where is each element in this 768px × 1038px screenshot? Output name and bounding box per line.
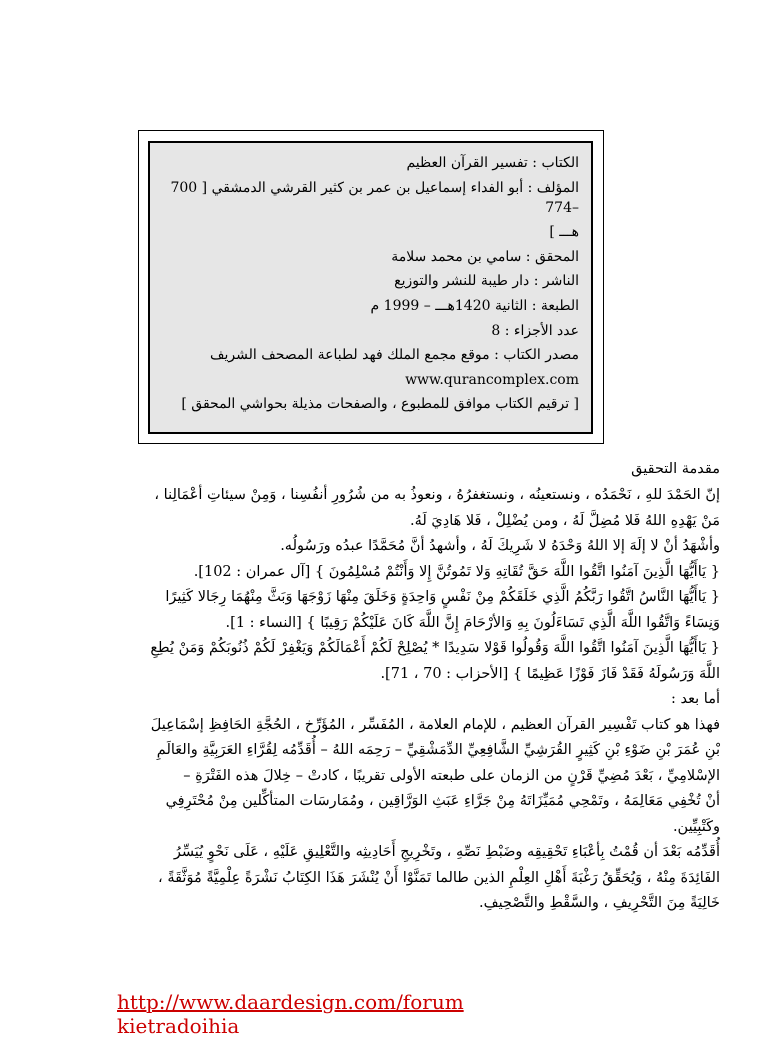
text-line: الفَائِدَةَ مِنْهُ ، وَيُحَقِّقُ رَغْبَةَ أَهْلِ العِلْمِ الذين طالما تَمَنَّوْا أَنْ يُنْشَرَ هَذَا الكِتَابُ نَشْرَةً عِلْمِيَّةً مُوَثَّقَةً ، <box>158 869 720 886</box>
text-line: إنّ الحَمْدَ للهِ ، نَحْمَدُه ، ونستعينُه ، ونستغفرُهُ ، ونعوذُ به من شُرُورِ أنفُسِنا ، وَمِنْ سيئاتِ أعْمَالِنا ، <box>154 487 720 503</box>
source-url-line: www.qurancomplex.com <box>405 371 579 388</box>
editor-line: المحقق : سامي بن محمد سلامة <box>391 248 579 265</box>
text-line: أما بعد : <box>671 691 720 707</box>
volumes-line: عدد الأجزاء : 8 <box>491 322 579 339</box>
quran-verse-line: { يَاأَيُّهَا النَّاسُ اتَّقُوا رَبَّكُمُ الَّذِي خَلَقَكُمْ مِنْ نَفْسٍ وَاحِدَةٍ وَخَلَقَ مِنْهَا زَوْجَهَا وَبَثَّ مِنْهُمَا رِجَالا كَثِيرًا <box>165 589 720 605</box>
quran-verse-line: اللَّهَ وَرَسُولَهُ فَقَدْ فَازَ فَوْزًا عَظِيمًا } [الأحزاب : 70 ، 71]. <box>380 665 720 682</box>
introduction-body <box>112 460 720 920</box>
text-line: مَنْ يَهْدِهِ اللهُ فَلا مُضِلَّ لَهُ ، ومن يُضْلِلْ ، فَلا هَادِيَ لَهُ. <box>410 512 720 529</box>
publisher-line: الناشر : دار طيبة للنشر والتوزيع <box>394 273 579 290</box>
text-line: أُقَدِّمُه بَعْدَ أن قُمْتُ بِأعْبَاءِ تَحْقِيقِه وضَبْطِ نَصِّهِ ، وتَخْرِيجِ أَحَادِيثِه والتَّعْلِيقِ عَلَيْهِ ، عَلَى نَحْوٍ يُيَسِّرُ <box>173 844 720 860</box>
source-line: مصدر الكتاب : موقع مجمع الملك فهد لطباعة المصحف الشريف <box>210 347 579 364</box>
book-title-line: الكتاب : تفسير القرآن العظيم <box>406 155 579 171</box>
text-line: وأشْهَدُ أنْ لا إلَهَ إلا اللهُ وَحْدَهُ لا شَرِيكَ لَهُ ، وأشهدُ أنَّ مُحَمَّدًا عبدُه ورَسُولُه. <box>280 538 720 554</box>
edition-line: الطبعة : الثانية 1420هـــ – 1999 م <box>370 297 579 314</box>
text-line: بْنِ عُمَرَ بْنِ ضَوْءِ بْنِ كَثِيرٍ القُرَشِيِّ الشَّافِعِيِّ الدِّمَشْقِيِّ – رَحِمَه اللهُ – أُقَدِّمُه لِقُرَّاءِ العَرَبِيَّةِ والعَالَمِ <box>156 742 720 758</box>
book-info-box <box>148 141 593 434</box>
text-line: خَالِيَةً مِنَ التَّحْرِيفِ ، والسَّقْطِ والتَّصْحِيفِ. <box>479 895 720 911</box>
text-line: الإسْلامِيِّ ، بَعْدَ مُضِيِّ قَرْنٍ من الزمان على طبعته الأولى تقريبًا ، كادتْ – خِلالَ هذه الفَتْرَةِ – <box>183 767 720 784</box>
quran-verse-line: { يَاأَيُّهَا الَّذِينَ آمَنُوا اتَّقُوا اللَّهَ حَقَّ تُقَاتِهِ وَلا تَمُوتُنَّ إِلا وَأَنْتُمْ مُسْلِمُونَ } [آل عمران : 102]. <box>193 563 720 580</box>
text-line: فهذا هو كتاب تَفْسِير القرآن العظيم ، للإمام العلامة ، المُفَسِّر ، المُؤَرِّخ ، الحُجَّةِ الحَافِظِ إسْمَاعِيلَ <box>150 716 720 733</box>
text-line: أنْ تُخْفِي مَعَالِمَهُ ، وتَمْحِي مُمَيِّزَاتَهُ مِنْ جَرَّاءِ عَبَثِ الوَرَّاقِين ، ومُمَارسَات المتأكِّلين مِنْ مُحْتَرِفِي <box>165 793 720 809</box>
text-line: وكَتْبِيِّين. <box>672 818 720 835</box>
author-dates-line: هـــ ] <box>549 224 579 241</box>
quran-verse-line: { يَاأَيُّهَا الَّذِينَ آمَنُوا اتَّقُوا اللَّهَ وَقُولُوا قَوْلا سَدِيدًا * يُصْلِحْ لَكُمْ أَعْمَالَكُمْ وَيَغْفِرْ لَكُمْ ذُنُوبَكُمْ وَمَنْ يُطِعِ <box>150 640 720 656</box>
forum-link[interactable]: http://www.daardesign.com/forum <box>117 990 464 1014</box>
cut-off-link-text[interactable]: kietradoihia <box>117 1014 240 1038</box>
section-heading: مقدمة التحقيق <box>631 461 720 477</box>
pagination-note-line: [ ترقيم الكتاب موافق للمطبوع ، والصفحات مذيلة بحواشي المحقق ] <box>181 396 579 413</box>
author-line: المؤلف : أبو الفداء إسماعيل بن عمر بن كثير القرشي الدمشقي [ 700 –774 <box>170 179 579 216</box>
quran-verse-line: وَنِسَاءً وَاتَّقُوا اللَّهَ الَّذِي تَسَاءَلُونَ بِهِ وَالأرْحَامَ إِنَّ اللَّهَ كَانَ عَلَيْكُمْ رَقِيبًا } [النساء : 1]. <box>225 614 720 631</box>
